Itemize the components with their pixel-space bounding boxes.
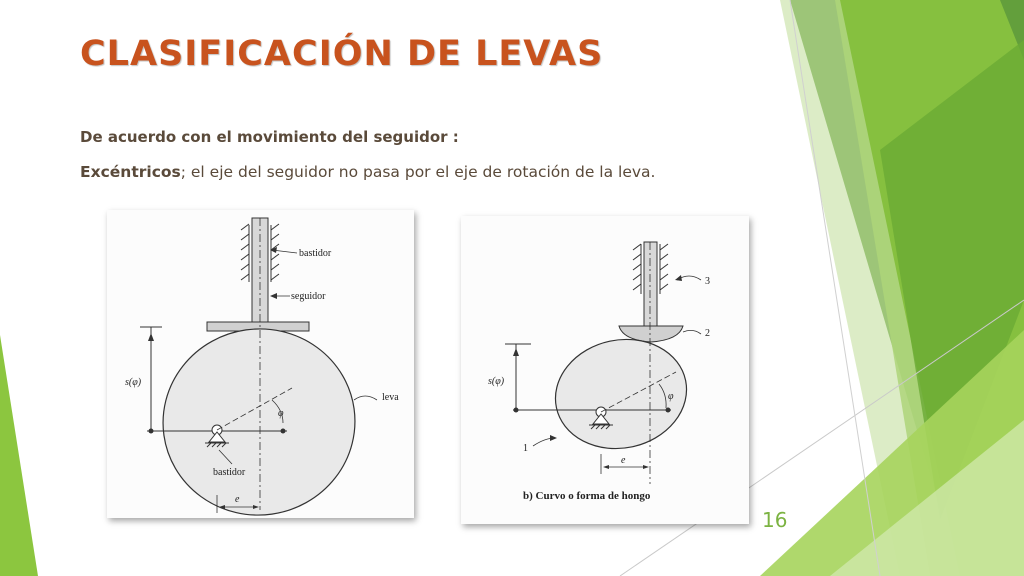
figure-mushroom-follower bbox=[461, 216, 749, 524]
page-number: 16 bbox=[762, 508, 788, 532]
guide-hatch-left bbox=[633, 244, 641, 294]
label-leva: leva bbox=[382, 392, 399, 403]
figure-flat-follower-drawing bbox=[107, 210, 414, 518]
body-text bbox=[80, 163, 655, 181]
slide-title: CLASIFICACIÓN DE LEVAS bbox=[80, 34, 604, 74]
body-text-bold: Excéntricos bbox=[80, 163, 181, 181]
figure-mushroom-follower-drawing bbox=[461, 216, 749, 524]
guide-hatch-right bbox=[271, 224, 279, 282]
slide-subtitle: De acuerdo con el movimiento del seguidor : bbox=[80, 128, 459, 146]
cam-body bbox=[151, 317, 367, 518]
label-bastidor-bottom: bastidor bbox=[213, 467, 246, 478]
label-e: e bbox=[621, 455, 626, 466]
label-phi: φ bbox=[668, 391, 674, 402]
figure-caption: b) Curvo o forma de hongo bbox=[523, 490, 651, 502]
label-s-phi: s(φ) bbox=[488, 376, 505, 387]
figure-flat-follower bbox=[107, 210, 414, 518]
label-phi: φ bbox=[278, 408, 284, 419]
body-text-rest: ; el eje del seguidor no pasa por el eje de rotación de la leva. bbox=[180, 163, 656, 181]
label-1: 1 bbox=[523, 443, 528, 454]
follower-stem bbox=[644, 242, 657, 326]
label-seguidor: seguidor bbox=[291, 291, 326, 302]
label-3: 3 bbox=[705, 276, 710, 287]
label-bastidor-top: bastidor bbox=[299, 248, 332, 259]
deco-shape-left bbox=[0, 335, 38, 576]
label-2: 2 bbox=[705, 328, 710, 339]
guide-hatch-right bbox=[660, 244, 668, 294]
label-e: e bbox=[235, 494, 240, 505]
cam-body bbox=[545, 327, 697, 460]
guide-hatch-left bbox=[241, 224, 249, 282]
label-s-phi: s(φ) bbox=[125, 377, 142, 388]
